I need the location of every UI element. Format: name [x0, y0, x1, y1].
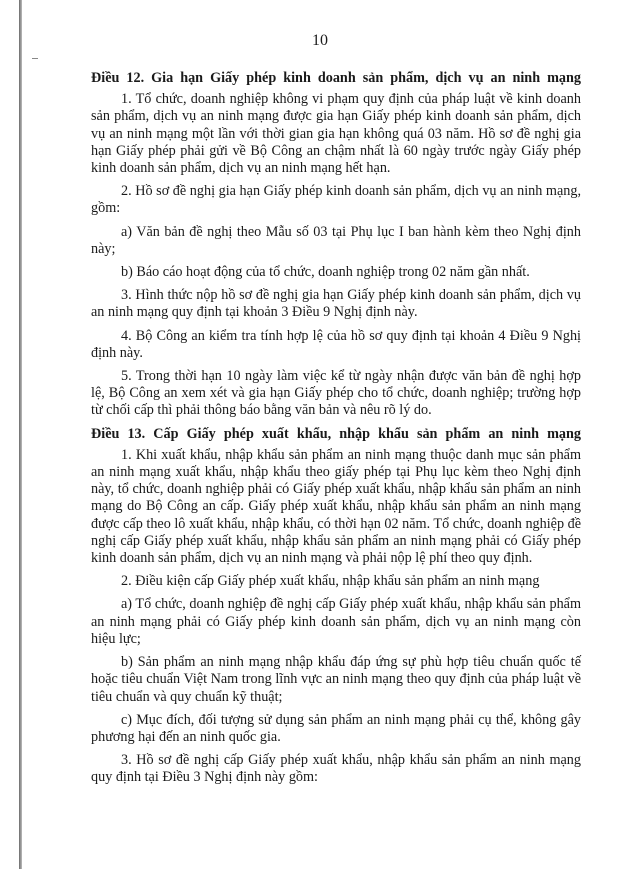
article-12-clause-2b: b) Báo cáo hoạt động của tổ chức, doanh nghiệp trong 02 năm gần nhất.	[121, 264, 530, 281]
article-13-clause-2c: c) Mục đích, đối tượng sử dụng sản phẩm an ninh mạng phải cụ thể, không gây phương hại đến an ninh quốc gia.	[91, 711, 581, 745]
article-12-clause-2: 2. Hồ sơ đề nghị gia hạn Giấy phép kinh doanh sản phẩm, dịch vụ an ninh mạng, gồm:	[91, 183, 581, 217]
article-12-clause-1: 1. Tổ chức, doanh nghiệp không vi phạm quy định của pháp luật về kinh doanh sản phẩm, dịch vụ an ninh mạng được gia hạn Giấy phép kinh doanh sản phẩm, dịch vụ an ninh mạng một lần với thời gian gia hạn không quá 03 năm. Hồ sơ đề nghị gia hạn Giấy phép phải gửi về Bộ Công an chậm nhất là 60 ngày trước ngày Giấy phép kinh doanh sản phẩm, dịch vụ an ninh mạng hết hạn.	[91, 91, 581, 177]
page-number: 10	[312, 32, 328, 49]
scan-left-edge	[19, 0, 22, 869]
article-13-clause-2: 2. Điều kiện cấp Giấy phép xuất khẩu, nhập khẩu sản phẩm an ninh mạng	[121, 573, 540, 590]
document-body	[91, 70, 581, 793]
article-13-clause-1: 1. Khi xuất khẩu, nhập khẩu sản phẩm an ninh mạng thuộc danh mục sản phẩm an ninh mạng xuất khẩu, nhập khẩu theo giấy phép tại Phụ lục kèm theo Nghị định này, tổ chức, doanh nghiệp phải có Giấy phép xuất khẩu, nhập khẩu sản phẩm an ninh mạng do Bộ Công an cấp. Giấy phép xuất khẩu, nhập khẩu sản phẩm an ninh mạng được cấp theo lô xuất khẩu, nhập khẩu, có thời hạn 02 năm. Tổ chức, doanh nghiệp đề nghị cấp Giấy phép xuất khẩu, nhập khẩu sản phẩm an ninh mạng phải có Giấy phép kinh doanh sản phẩm, dịch vụ an ninh mạng và phải nộp lệ phí theo quy định.	[91, 446, 581, 567]
article-12-heading: Điều 12. Gia hạn Giấy phép kinh doanh sản phẩm, dịch vụ an ninh mạng	[91, 70, 581, 86]
article-13-clause-2a: a) Tổ chức, doanh nghiệp đề nghị cấp Giấy phép xuất khẩu, nhập khẩu sản phẩm an ninh mạng phải có Giấy phép kinh doanh sản phẩm, dịch vụ an ninh mạng còn hiệu lực;	[91, 596, 581, 647]
article-12-clause-2a: a) Văn bản đề nghị theo Mẫu số 03 tại Phụ lục I ban hành kèm theo Nghị định này;	[91, 223, 581, 257]
scan-mark	[32, 58, 38, 59]
article-12-clause-4: 4. Bộ Công an kiểm tra tính hợp lệ của hồ sơ quy định tại khoản 4 Điều 9 Nghị định này.	[91, 327, 581, 361]
article-13-heading: Điều 13. Cấp Giấy phép xuất khẩu, nhập khẩu sản phẩm an ninh mạng	[91, 425, 581, 442]
article-13-clause-3: 3. Hồ sơ đề nghị cấp Giấy phép xuất khẩu, nhập khẩu sản phẩm an ninh mạng quy định tại Điều 3 Nghị định này gồm:	[91, 752, 581, 786]
article-12-clause-3: 3. Hình thức nộp hồ sơ đề nghị gia hạn Giấy phép kinh doanh sản phẩm, dịch vụ an ninh mạng quy định tại khoản 3 Điều 9 Nghị định này.	[91, 287, 581, 321]
article-12-clause-5: 5. Trong thời hạn 10 ngày làm việc kể từ ngày nhận được văn bản đề nghị hợp lệ, Bộ Công an xem xét và gia hạn Giấy phép cho tổ chức, doanh nghiệp; trường hợp từ chối cấp thì phải thông báo bằng văn bản và nêu rõ lý do.	[91, 368, 581, 419]
article-13-clause-2b: b) Sản phẩm an ninh mạng nhập khẩu đáp ứng sự phù hợp tiêu chuẩn quốc tế hoặc tiêu chuẩn Việt Nam trong lĩnh vực an ninh mạng theo quy định của pháp luật về tiêu chuẩn và quy chuẩn kỹ thuật;	[91, 654, 581, 705]
